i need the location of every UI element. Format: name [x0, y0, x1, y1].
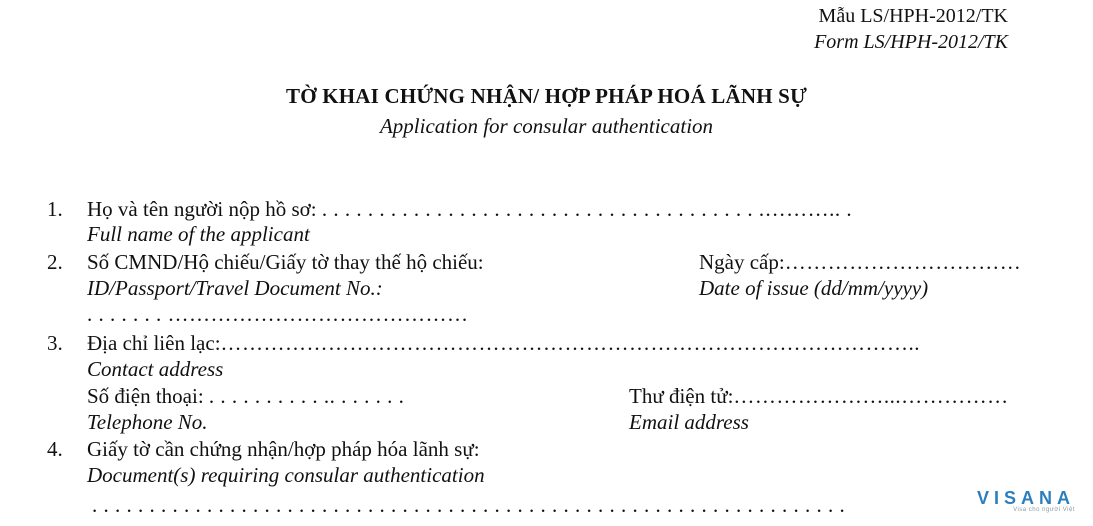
field-1-label: Họ và tên người nộp hồ sơ:: [87, 197, 317, 221]
field-3-label-en: Contact address: [87, 357, 224, 381]
email-fill-dots[interactable]: …………………...……………: [733, 384, 1009, 408]
field-4-fill-dots[interactable]: . . . . . . . . . . . . . . . . . . . . . . . . . . . . . . . . . . . . . . . . . . . . . . . . . . . . . . . . . . . . . . . . . .: [92, 493, 846, 517]
field-2-fill-dots[interactable]: . . . . . . . ……………………………………: [87, 302, 469, 326]
issue-date-label: Ngày cấp:: [699, 250, 785, 274]
field-3-line[interactable]: [87, 330, 920, 356]
field-3-label: Địa chỉ liên lạc:: [87, 331, 221, 355]
field-4-label-en: Document(s) requiring consular authentication: [87, 463, 485, 487]
issue-date-label-en: Date of issue (dd/mm/yyyy): [699, 276, 929, 300]
form-title: TỜ KHAI CHỨNG NHẬN/ HỢP PHÁP HOÁ LÃNH SỰ: [286, 84, 807, 108]
phone-fill-dots[interactable]: . . . . . . . . . . .. . . . . . .: [208, 384, 405, 408]
form-code-vi: Mẫu LS/HPH-2012/TK: [818, 5, 1008, 27]
field-2-label-en: ID/Passport/Travel Document No.:: [87, 276, 383, 300]
field-1-fill-dots[interactable]: . . . . . . . . . . . . . . . . . . . . . . . . . . . . . . . . . . . . . . .……….. .: [321, 197, 853, 221]
field-1-number: 1.: [47, 197, 63, 221]
field-3-fill-dots[interactable]: ……………………………………………………………………………………..: [220, 331, 921, 355]
email-line[interactable]: [629, 383, 1009, 409]
field-1-line[interactable]: [87, 196, 852, 222]
visana-logo-text: VISANA: [976, 488, 1075, 508]
issue-date-line[interactable]: [699, 249, 1021, 275]
field-2-label: Số CMND/Hộ chiếu/Giấy tờ thay thế hộ chiếu:: [87, 250, 484, 274]
field-2-number: 2.: [47, 250, 63, 274]
form-subtitle: Application for consular authentication: [379, 114, 714, 138]
form-code-en: Form LS/HPH-2012/TK: [814, 31, 1008, 53]
field-3-number: 3.: [47, 331, 63, 355]
issue-date-fill-dots[interactable]: ……………………………: [784, 250, 1022, 274]
field-4-number: 4.: [47, 437, 63, 461]
visana-logo: [977, 488, 1075, 513]
email-label: Thư điện tử:: [629, 384, 734, 408]
visana-logo-tagline: Visa cho người Việt: [1013, 507, 1075, 513]
phone-line[interactable]: [87, 383, 404, 409]
phone-label: Số điện thoại:: [87, 384, 204, 408]
phone-label-en: Telephone No.: [87, 410, 208, 434]
field-4-label: Giấy tờ cần chứng nhận/hợp pháp hóa lãnh sự:: [87, 437, 480, 461]
field-1-label-en: Full name of the applicant: [87, 222, 310, 246]
email-label-en: Email address: [629, 410, 749, 434]
